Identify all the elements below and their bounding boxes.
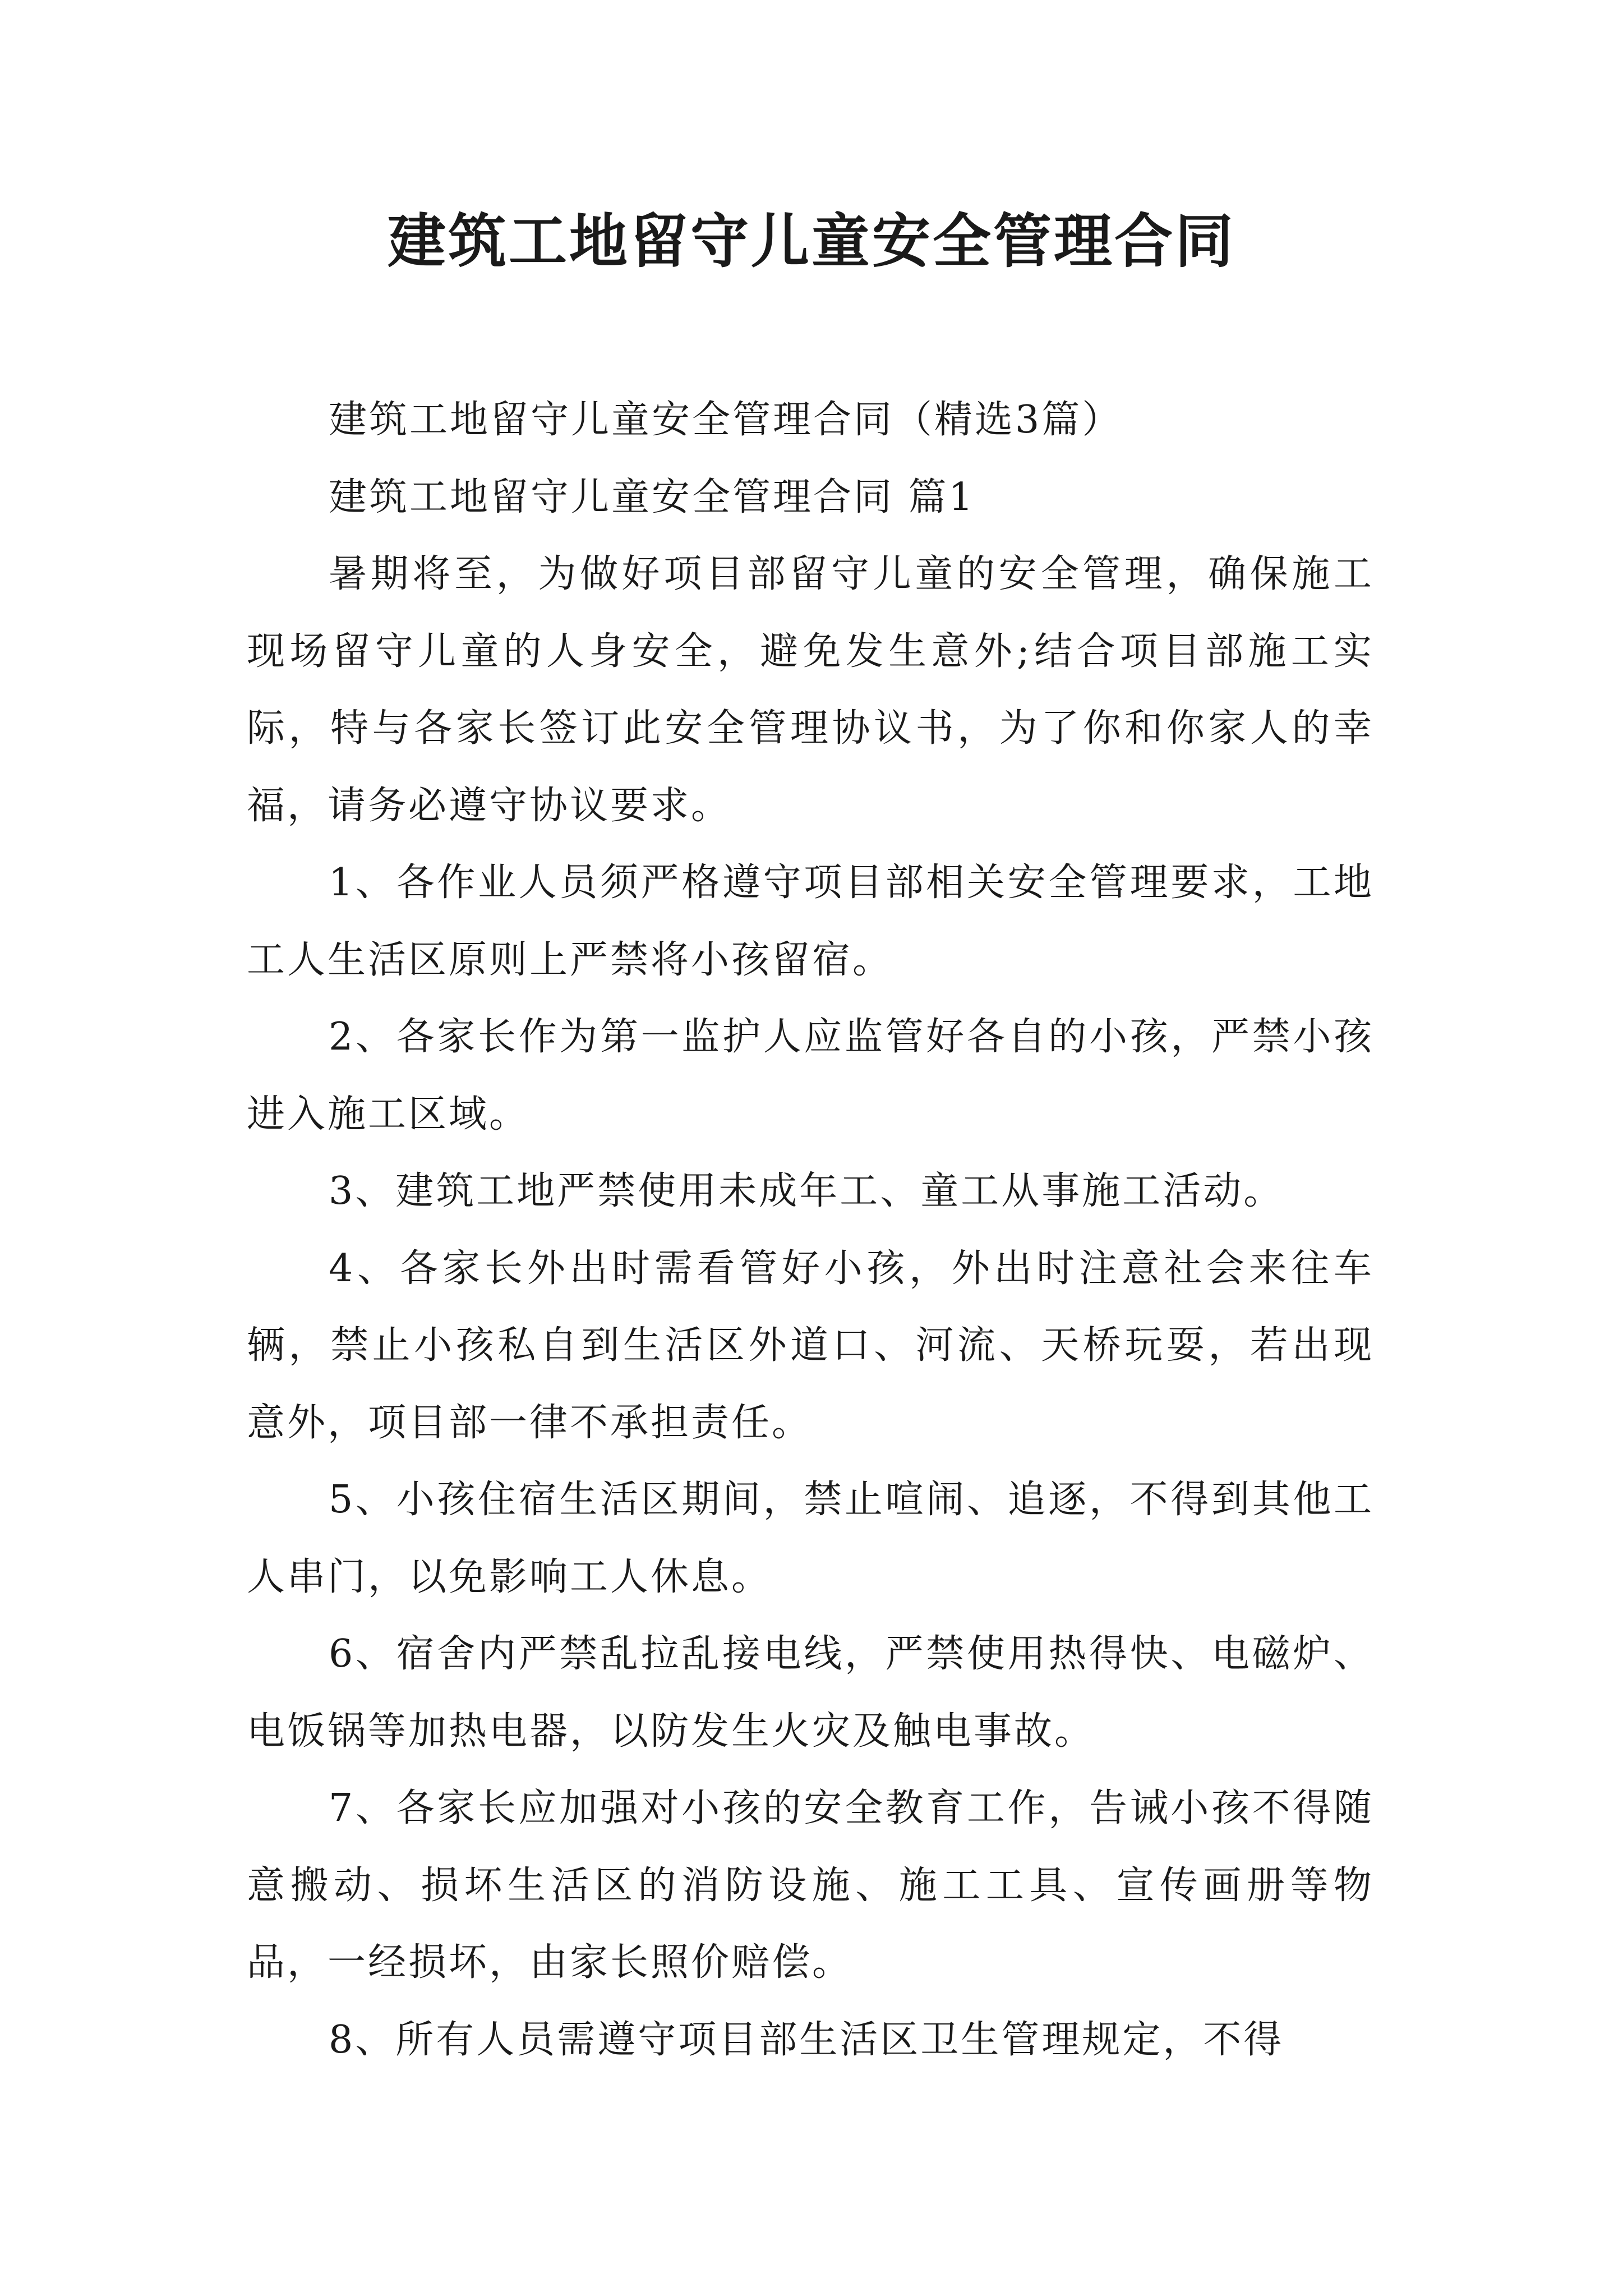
clause-6: 6、宿舍内严禁乱拉乱接电线，严禁使用热得快、电磁炉、电饭锅等加热电器，以防发生火灾及触电事故。 (247, 1632, 1374, 1754)
clause-8: 8、所有人员需遵守项目部生活区卫生管理规定，不得 (329, 2017, 1284, 2062)
document-title: 建筑工地留守儿童安全管理合同 (387, 206, 1235, 275)
intro-paragraph: 暑期将至，为做好项目部留守儿童的安全管理，确保施工现场留守儿童的人身安全，避免发生意外;结合项目部施工实际，特与各家长签订此安全管理协议书，为了你和你家人的幸福，请务必遵守协议要求。 (247, 552, 1374, 828)
subtitle-selected-three: 建筑工地留守儿童安全管理合同（精选3篇） (329, 398, 1123, 442)
clause-4: 4、各家长外出时需看管好小孩，外出时注意社会来往车辆，禁止小孩私自到生活区外道口、河流、天桥玩耍，若出现意外，项目部一律不承担责任。 (247, 1246, 1374, 1445)
clause-7: 7、各家长应加强对小孩的安全教育工作，告诫小孩不得随意搬动、损坏生活区的消防设施、施工工具、宣传画册等物品，一经损坏，由家长照价赔偿。 (247, 1786, 1374, 1985)
clause-3: 3、建筑工地严禁使用未成年工、童工从事施工活动。 (329, 1169, 1284, 1213)
clause-1: 1、各作业人员须严格遵守项目部相关安全管理要求，工地工人生活区原则上严禁将小孩留宿。 (247, 861, 1374, 982)
document-body (247, 381, 1374, 2078)
clause-2: 2、各家长作为第一监护人应监管好各自的小孩，严禁小孩进入施工区域。 (247, 1015, 1374, 1137)
clause-5: 5、小孩住宿生活区期间，禁止喧闹、追逐，不得到其他工人串门，以免影响工人休息。 (247, 1478, 1374, 1599)
section-heading-part-1: 建筑工地留守儿童安全管理合同 篇1 (329, 475, 975, 519)
